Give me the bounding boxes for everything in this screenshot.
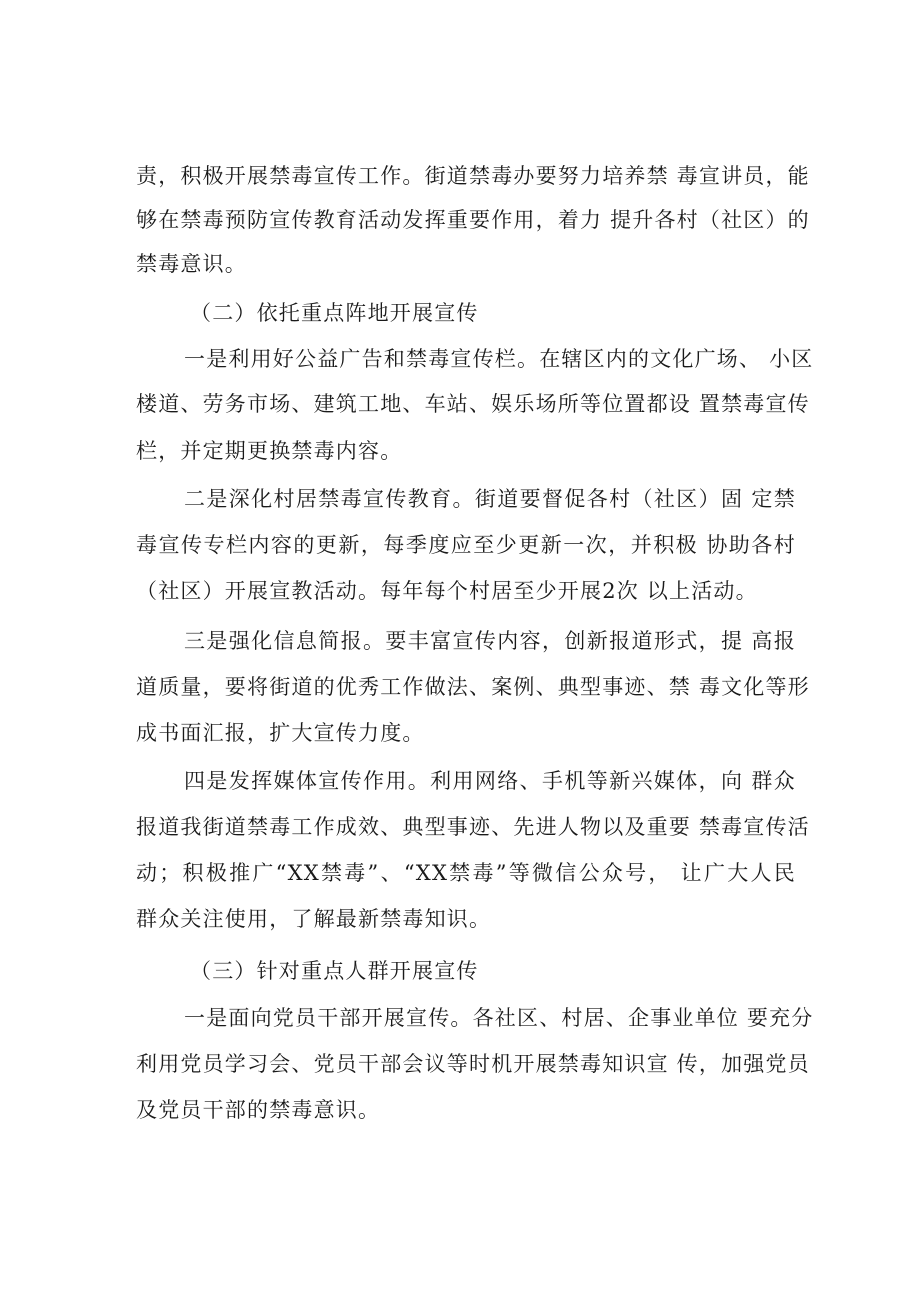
paragraph-line: 报道我街道禁毒工作成效、典型事迹、先进人物以及重要 禁毒宣传活 — [136, 815, 810, 839]
paragraph-line: 禁毒意识。 — [136, 252, 247, 276]
paragraph-line: 责，积极开展禁毒宣传工作。街道禁毒办要努力培养禁 毒宣讲员，能 — [136, 164, 810, 188]
paragraph-line: （社区）开展宣教活动。每年每个村居至少开展2次 以上活动。 — [136, 579, 758, 603]
paragraph-line: 一是利用好公益广告和禁毒宣传栏。在辖区内的文化广场、 小区 — [184, 347, 814, 371]
paragraph-line: 楼道、劳务市场、建筑工地、车站、娱乐场所等位置都设 置禁毒宣传 — [136, 392, 810, 416]
section-heading: （二）依托重点阵地开展宣传 — [190, 301, 479, 325]
paragraph-line: 三是强化信息简报。要丰富宣传内容，创新报道形式，提 高报 — [184, 629, 796, 653]
paragraph-line: 成书面汇报，扩大宣传力度。 — [136, 721, 425, 745]
paragraph-line: 四是发挥媒体宣传作用。利用网络、手机等新兴媒体，向 群众 — [184, 769, 796, 793]
section-heading: （三）针对重点人群开展宣传 — [190, 959, 479, 983]
paragraph-line: 道质量，要将街道的优秀工作做法、案例、典型事迹、禁 毒文化等形 — [136, 675, 810, 699]
paragraph-line: 群众关注使用，了解最新禁毒知识。 — [136, 907, 492, 931]
paragraph-line: 利用党员学习会、党员干部会议等时机开展禁毒知识宣 传，加强党员 — [136, 1052, 810, 1076]
paragraph-line: 栏，并定期更换禁毒内容。 — [136, 439, 403, 463]
paragraph-line: 一是面向党员干部开展宣传。各社区、村居、企事业单位 要充分 — [184, 1006, 814, 1030]
paragraph-line: 动；积极推广“XX禁毒”、“XX禁毒”等微信公众号， 让广大人民 — [136, 861, 796, 885]
paragraph-line: 二是深化村居禁毒宣传教育。街道要督促各村（社区）固 定禁 — [184, 487, 796, 511]
paragraph-line: 够在禁毒预防宣传教育活动发挥重要作用，着力 提升各村（社区）的 — [136, 208, 810, 232]
paragraph-line: 毒宣传专栏内容的更新，每季度应至少更新一次，并积极 协助各村 — [136, 533, 796, 557]
paragraph-line: 及党员干部的禁毒意识。 — [136, 1098, 381, 1122]
